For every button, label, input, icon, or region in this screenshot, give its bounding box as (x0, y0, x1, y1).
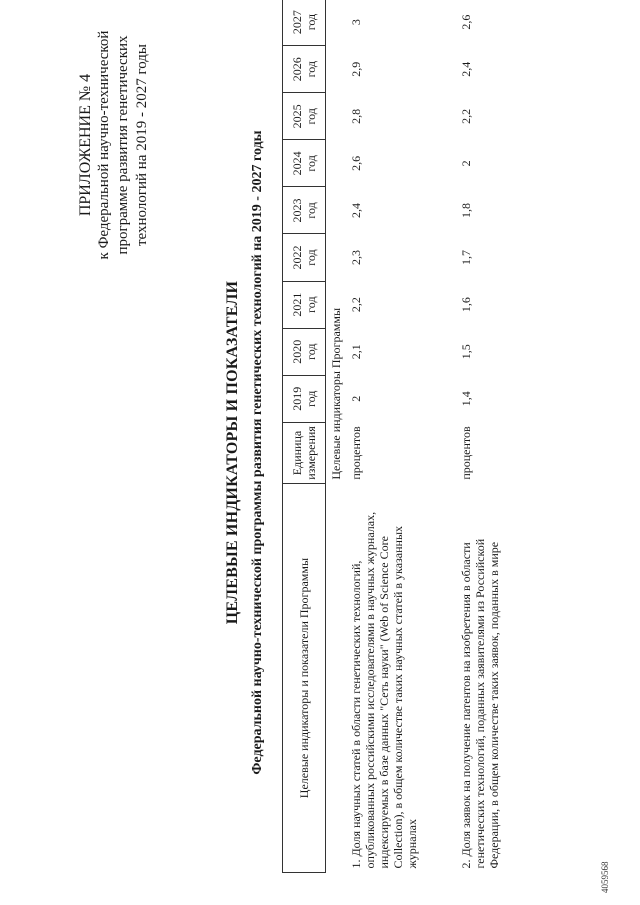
value-cell: 2,2 (349, 297, 363, 313)
year-label: 2024 (290, 151, 304, 176)
value-cell: 1,8 (459, 202, 473, 218)
year-suffix: год (304, 108, 318, 125)
section-row (326, 0, 347, 873)
section-spacer (326, 484, 347, 873)
year-label: 2020 (290, 339, 304, 364)
indicator-name: 2. Доля заявок на получение патентов на изобретения в области генетических технологий, поданных заявителями из Российской Федерации, в общем количестве таких заявок, поданных в мире (459, 538, 501, 869)
header-unit-line1: Единица (290, 430, 304, 476)
year-suffix: год (304, 249, 318, 266)
header-indicator-name: Целевые индикаторы и показатели Программы (283, 484, 326, 873)
indicator-unit: процентов (349, 426, 363, 480)
document-subtitle: Федеральной научно-технической программы развития генетических технологий на 2019 - 2027 годы (250, 130, 265, 775)
year-label: 2019 (290, 386, 304, 411)
value-cell: 2,9 (349, 61, 363, 77)
value-cell: 2 (349, 395, 363, 402)
section-label: Целевые индикаторы Программы (329, 307, 343, 480)
document-id: 4059568 (600, 861, 610, 893)
year-label: 2026 (290, 57, 304, 82)
year-suffix: год (304, 13, 318, 31)
appendix-line: технологий на 2019 - 2027 годы (134, 43, 150, 247)
appendix-line: к Федеральной научно-технической (96, 30, 112, 260)
indicators-table (282, 0, 534, 873)
header-year-2019 (283, 375, 326, 422)
table-header-row (283, 0, 326, 873)
header-year-2024 (283, 140, 326, 187)
header-year-2025 (283, 93, 326, 140)
year-label: 2022 (290, 245, 304, 270)
value-cell: 2 (459, 160, 473, 167)
table-row (346, 0, 456, 873)
header-year-2026 (283, 46, 326, 93)
indicator-name: 1. Доля научных статей в области генетических технологий, опубликованных российскими исследователями в научных журналах, индексируемых в базе данных "Сеть науки" (Web of Science Core Collection), в общем количестве таких научных статей в указанных журналах (349, 511, 419, 869)
header-unit-line2: измерения (304, 426, 318, 480)
table-row (456, 0, 534, 873)
year-label: 2025 (290, 104, 304, 129)
value-cell: 2,8 (349, 108, 363, 124)
year-suffix: год (304, 155, 318, 172)
appendix-block (76, 25, 152, 265)
year-suffix: год (304, 202, 318, 219)
year-label: 2021 (290, 292, 304, 317)
appendix-line: программе развития генетических (115, 35, 131, 255)
value-cell: 2,1 (349, 344, 363, 360)
year-suffix: год (304, 343, 318, 360)
value-cell: 2,4 (349, 202, 363, 218)
document-title: ЦЕЛЕВЫЕ ИНДИКАТОРЫ И ПОКАЗАТЕЛИ (224, 280, 241, 625)
header-year-2023 (283, 187, 326, 234)
value-cell: 2,3 (349, 250, 363, 266)
year-suffix: год (304, 390, 318, 407)
value-cell: 1,6 (459, 297, 473, 313)
year-suffix: год (304, 296, 318, 313)
value-cell: 2,2 (459, 108, 473, 124)
header-year-2022 (283, 234, 326, 281)
year-label: 2023 (290, 198, 304, 223)
value-cell: 2,6 (459, 14, 473, 30)
indicator-unit: процентов (459, 426, 473, 480)
value-cell: 2,4 (459, 61, 473, 77)
appendix-heading: ПРИЛОЖЕНИЕ № 4 (77, 73, 94, 217)
header-year-2027 (283, 0, 326, 46)
year-label: 2027 (290, 10, 304, 35)
header-unit (283, 422, 326, 483)
header-year-2021 (283, 281, 326, 328)
value-cell: 2,6 (349, 155, 363, 171)
value-cell: 1,4 (459, 391, 473, 407)
value-cell: 1,7 (459, 250, 473, 266)
value-cell: 3 (349, 19, 363, 26)
value-cell: 1,5 (459, 344, 473, 360)
header-year-2020 (283, 328, 326, 375)
year-suffix: год (304, 61, 318, 78)
